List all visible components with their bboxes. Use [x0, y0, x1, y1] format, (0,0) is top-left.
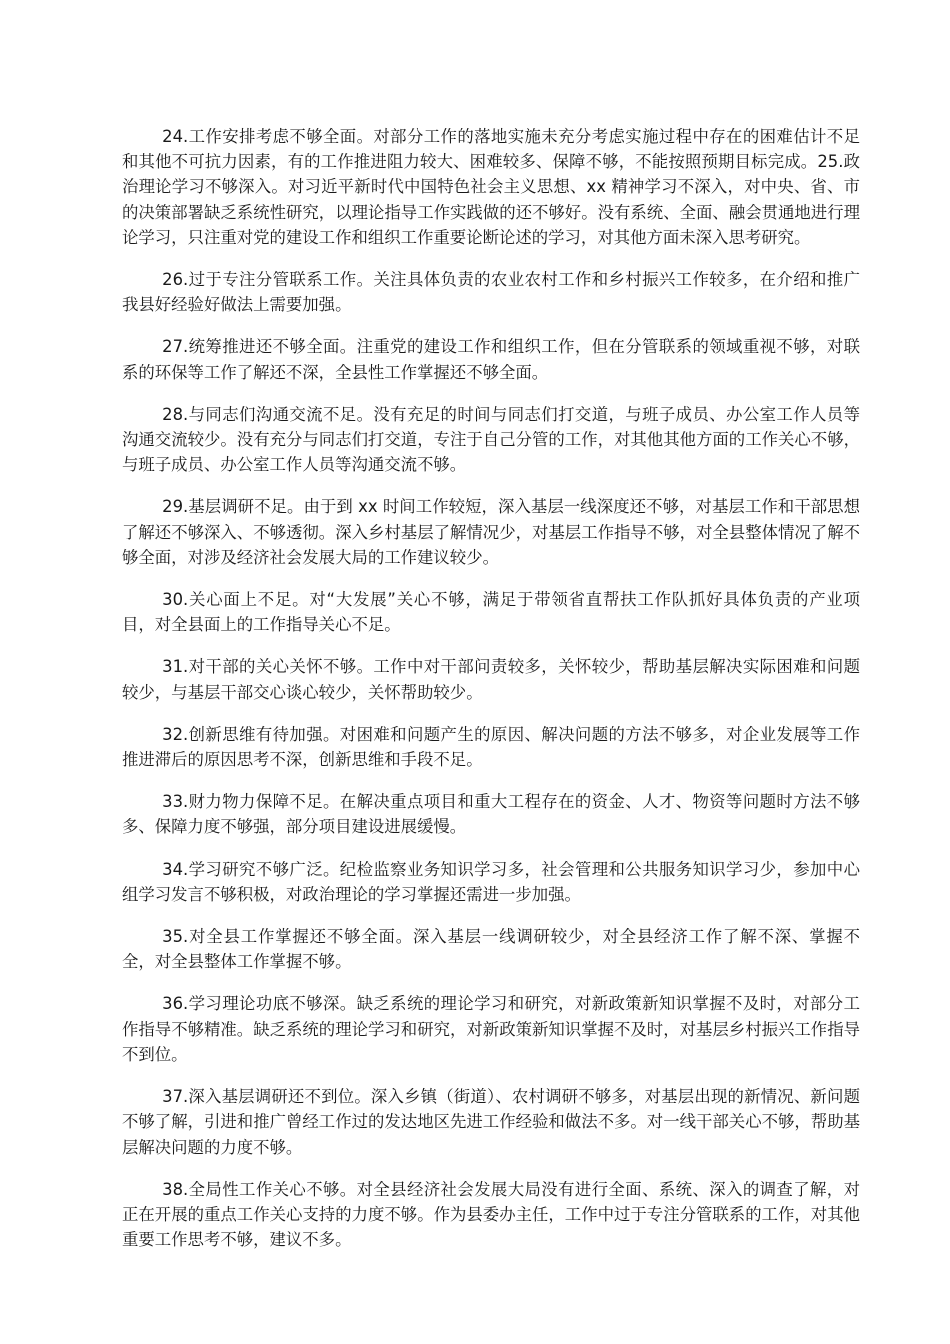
paragraph-29: 29.基层调研不足。由于到 xx 时间工作较短，深入基层一线深度还不够，对基层工作和干部思想了解还不够深入、不够透彻。深入乡村基层了解情况少，对基层工作指导不够，对全县整体情况了解不够全面，对涉及经济社会发展大局的工作建议较少。 [122, 497, 860, 567]
paragraph-32: 32.创新思维有待加强。对困难和问题产生的原因、解决问题的方法不够多，对企业发展等工作推进滞后的原因思考不深，创新思维和手段不足。 [122, 724, 860, 770]
paragraph-33: 33.财力物力保障不足。在解决重点项目和重大工程存在的资金、人才、物资等问题时方法不够多、保障力度不够强，部分项目建设进展缓慢。 [122, 792, 860, 837]
paragraph-34: 34.学习研究不够广泛。纪检监察业务知识学习多，社会管理和公共服务知识学习少，参加中心组学习发言不够积极，对政治理论的学习掌握还需进一步加强。 [122, 859, 860, 904]
paragraph-31: 31.对干部的关心关怀不够。工作中对干部问责较多，关怀较少，帮助基层解决实际困难和问题较少，与基层干部交心谈心较少，关怀帮助较少。 [122, 657, 860, 702]
paragraph-28: 28.与同志们沟通交流不足。没有充足的时间与同志们打交道，与班子成员、办公室工作人员等沟通交流较少。没有充分与同志们打交道，专注于自己分管的工作，对其他其他方面的工作关心不够，与班子成员、办公室工作人员等沟通交流不够。 [122, 404, 860, 475]
paragraph-26: 26.过于专注分管联系工作。关注具体负责的农业农村工作和乡村振兴工作较多，在介绍和推广我县好经验好做法上需要加强。 [122, 270, 860, 315]
paragraph-24-25: 24.工作安排考虑不够全面。对部分工作的落地实施未充分考虑实施过程中存在的困难估计不足和其他不可抗力因素，有的工作推进阻力较大、困难较多、保障不够，不能按照预期目标完成。25.政治理论学习不够深入。对习近平新时代中国特色社会主义思想、xx 精神学习不深入，对中央、省、市的决策部署缺乏系统性研究，以理论指导工作实践做的还不够好。没有系统、全面、融会贯通地进行理论学习，只注重对党的建设工作和组织工作重要论断论述的学习，对其他方面未深入思考研究。 [122, 127, 860, 247]
paragraph-27: 27.统筹推进还不够全面。注重党的建设工作和组织工作，但在分管联系的领域重视不够，对联系的环保等工作了解还不深，全县性工作掌握还不够全面。 [122, 337, 860, 382]
paragraph-38: 38.全局性工作关心不够。对全县经济社会发展大局没有进行全面、系统、深入的调查了解，对正在开展的重点工作关心支持的力度不够。作为县委办主任，工作中过于专注分管联系的工作，对其他重要工作思考不够，建议不多。 [122, 1179, 860, 1250]
paragraph-35: 35.对全县工作掌握还不够全面。深入基层一线调研较少，对全县经济工作了解不深、掌握不全，对全县整体工作掌握不够。 [122, 927, 860, 972]
paragraph-30: 30.关心面上不足。对“大发展”关心不够，满足于带领省直帮扶工作队抓好具体负责的产业项目，对全县面上的工作指导关心不足。 [122, 590, 860, 635]
paragraph-36: 36.学习理论功底不够深。缺乏系统的理论学习和研究，对新政策新知识掌握不及时，对部分工作指导不够精准。缺乏系统的理论学习和研究，对新政策新知识掌握不及时，对基层乡村振兴工作指导不到位。 [122, 994, 860, 1064]
document-body [122, 124, 860, 1269]
paragraph-37: 37.深入基层调研还不到位。深入乡镇（街道）、农村调研不够多，对基层出现的新情况、新问题不够了解，引进和推广曾经工作过的发达地区先进工作经验和做法不多。对一线干部关心不够，帮助基层解决问题的力度不够。 [122, 1087, 860, 1157]
